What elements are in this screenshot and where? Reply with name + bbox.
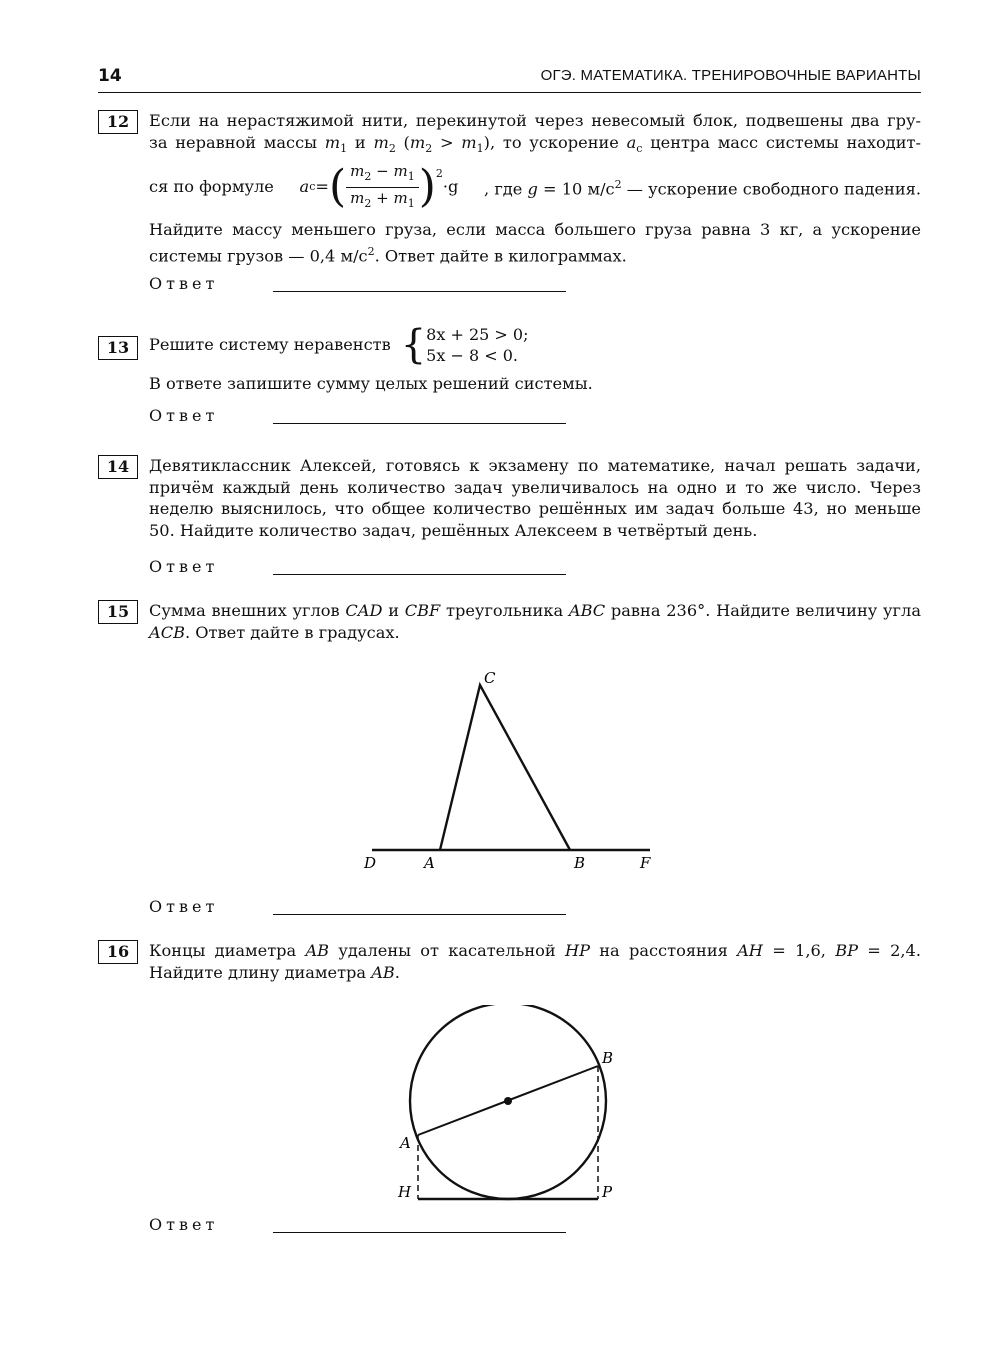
answer-13	[149, 406, 218, 425]
label-h: H	[398, 1183, 412, 1201]
formula: a c = ( $\frac{m_2 - m_1}{m_2 + m_1}$ ) $^2$ ·g	[299, 161, 459, 213]
inequality-system	[426, 324, 528, 366]
task-14	[98, 455, 921, 585]
answer-field-14[interactable]	[273, 574, 566, 575]
task-13	[98, 324, 921, 434]
answer-field-13[interactable]	[273, 423, 566, 424]
center-point	[504, 1097, 512, 1105]
inequality-2: 5x − 8 < 0.	[426, 346, 518, 365]
answer-label: Ответ	[149, 406, 219, 425]
task-16	[98, 940, 921, 1240]
task-number-16: 16	[98, 940, 138, 964]
label-a: A	[424, 854, 435, 872]
label-c: C	[484, 669, 496, 687]
answer-field-15[interactable]	[273, 914, 566, 915]
task-14-text: Девятиклассник Алексей, готовясь к экзамену по математике, начал решать задачи, причём каждый день количество задач увеличивалось на одно и то же число. Через неделю выяснилось, что общее количество решённых им задач больше 43, но меньше 50. Найдите количество задач, решённых Алексеем в четвёртый день.	[149, 456, 921, 540]
task-13-text	[149, 324, 921, 366]
task-number-15: 15	[98, 600, 138, 624]
task-16-line-2: Найдите длину диаметра AB.	[149, 962, 400, 982]
task-13-text-2: В ответе запишите сумму целых решений системы.	[149, 374, 593, 393]
formula-intro: ся по формуле	[149, 177, 274, 197]
triangle-sides	[440, 685, 570, 850]
running-title: ОГЭ. МАТЕМАТИКА. ТРЕНИРОВОЧНЫЕ ВАРИАНТЫ	[540, 67, 921, 84]
task-number-14: 14	[98, 455, 138, 479]
task-number-13: 13	[98, 336, 138, 360]
answer-field-16[interactable]	[273, 1232, 566, 1233]
answer-label: Ответ	[149, 274, 219, 293]
task-15	[98, 600, 921, 920]
formula-fraction: $\frac{m_2 - m_1}{m_2 + m_1}$	[346, 161, 419, 214]
label-p: P	[602, 1183, 613, 1201]
answer-label: Ответ	[149, 897, 219, 916]
task-12-formula-line	[149, 163, 921, 211]
task-12-paragraph-2: Найдите массу меньшего груза, если масса большего груза равна 3 кг, а ускорение системы грузов — 0,4 $м/с^2$. Ответ дайте в килограммах.	[149, 220, 921, 266]
formula-tail: , где g = 10 $м/с^2$ — ускорение свободного падения.	[484, 178, 921, 199]
task-12-line-2: за неравной массы $m_1$ и $m_2$ $(m_2 > m_1)$, то ускорение $a_c$ центра масс системы находит-	[149, 132, 921, 155]
answer-label: Ответ	[149, 557, 219, 576]
task-12-text	[149, 110, 921, 267]
label-a: A	[400, 1134, 411, 1152]
answer-15	[149, 897, 218, 916]
circle-figure	[388, 1005, 628, 1215]
task-15-text: Сумма внешних углов CAD и CBF треугольника ABC равна 236°. Найдите величину угла ACB. Ответ дайте в градусах.	[149, 601, 921, 642]
task-16-line-1: Концы диаметра AB удалены от касательной HP на расстояния AH = 1,6, BP = 2,4.	[149, 941, 922, 960]
answer-14	[149, 557, 218, 576]
task-12	[98, 110, 921, 300]
task-16-text	[149, 940, 921, 983]
answer-12	[149, 274, 218, 293]
task-number-12: 12	[98, 110, 138, 134]
label-f: F	[640, 854, 651, 872]
inequality-1: 8x + 25 > 0;	[426, 325, 529, 344]
answer-label: Ответ	[149, 1215, 219, 1234]
page-header	[98, 66, 921, 93]
answer-field-12[interactable]	[273, 291, 566, 292]
system-brace: {	[400, 322, 427, 368]
label-d: D	[364, 854, 377, 872]
triangle-figure	[360, 665, 660, 875]
label-b: B	[602, 1049, 614, 1067]
label-b: B	[574, 854, 586, 872]
task-13-statement: Решите систему неравенств	[149, 335, 391, 355]
task-12-line-1: Если на нерастяжимой нити, перекинутой через невесомый блок, подвешены два гру-	[149, 111, 921, 130]
page-number: 14	[98, 66, 122, 86]
answer-16	[149, 1215, 218, 1234]
